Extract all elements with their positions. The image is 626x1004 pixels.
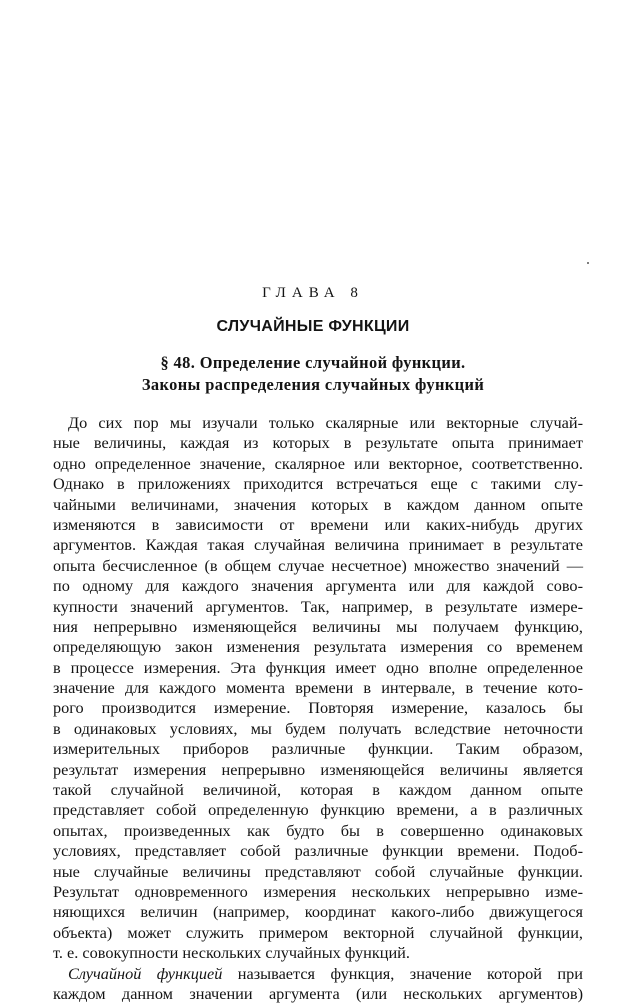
text-line: Результат одновременного измерения нескольких непрерывно изме- [53, 881, 583, 901]
text-line: такой случайной величиной, которая в каждом данном опыте [53, 780, 583, 800]
text-line: определяющую закон изменения результата измерения со временем [53, 637, 583, 657]
text-line: няющихся величин (например, координат какого-либо движущегося [53, 902, 583, 922]
text-line: изменяются в зависимости от времени или каких-нибудь других [53, 514, 583, 534]
text-line: одно определенное значение, скалярное или векторное, соответственно. [53, 453, 583, 473]
text-line: чайными величинами, значения которых в каждом данном опыте [53, 494, 583, 514]
text-line: аргументов. Каждая такая случайная величина принимает в результате [53, 535, 583, 555]
chapter-label: ГЛАВА 8 [262, 285, 364, 301]
text-line: условиях, представляет собой различные функции времени. Подоб- [53, 841, 583, 861]
text-line: опытах, произведенных как будто бы в совершенно одинаковых [53, 820, 583, 840]
text-line: в процессе измерения. Эта функция имеет одно вполне определенное [53, 657, 583, 677]
text-line: купности значений аргументов. Так, например, в результате измере- [53, 596, 583, 616]
text-line: опыта бесчисленное (в общем случае несчетное) множество значений — [53, 555, 583, 575]
chapter-title: СЛУЧАЙНЫЕ ФУНКЦИИ [216, 318, 410, 335]
text-line: каждом данном значении аргумента (или нескольких аргументов) [53, 983, 583, 1003]
text-line: ния непрерывно изменяющейся величины мы получаем функцию, [53, 616, 583, 636]
text-line: До сих пор мы изучали только скалярные или векторные случай- [68, 413, 583, 432]
text-line: т. е. совокупности нескольких случайных функций. [53, 943, 410, 963]
text-line: по одному для каждого значения аргумента или для каждой сово- [53, 576, 583, 596]
page-speck [587, 262, 589, 264]
text-line: ные величины, каждая из которых в результате опыта принимает [53, 433, 583, 453]
definition-term: Случайной функцией [68, 963, 223, 983]
section-title [0, 352, 626, 396]
text-line: в одинаковых условиях, мы будем получать вследствие неточности [53, 718, 583, 738]
text-line: значение для каждого момента времени в интервале, в течение кото- [53, 678, 583, 698]
text-line: измерительных приборов различные функции. Таким образом, [53, 739, 583, 759]
section-title-line-2: Законы распределения случайных функций [141, 375, 485, 394]
body-text [53, 413, 583, 1004]
text-line: Однако в приложениях приходится встречаться еще с такими слу- [53, 474, 583, 494]
section-title-line-1: § 48. Определение случайной функции. [160, 353, 466, 372]
text-line: объекта) может служить примером векторной случайной функции, [53, 922, 583, 942]
definition-line [68, 964, 583, 984]
text-line: ные случайные величины представляют собой случайные функции. [53, 861, 583, 881]
text-line: представляет собой определенную функцию времени, а в различных [53, 800, 583, 820]
text-line: рого производится измерение. Повторяя измерение, казалось бы [53, 698, 583, 718]
text-line: результат измерения непрерывно изменяющейся величины является [53, 759, 583, 779]
definition-rest: называется функция, значение которой при [222, 963, 583, 983]
